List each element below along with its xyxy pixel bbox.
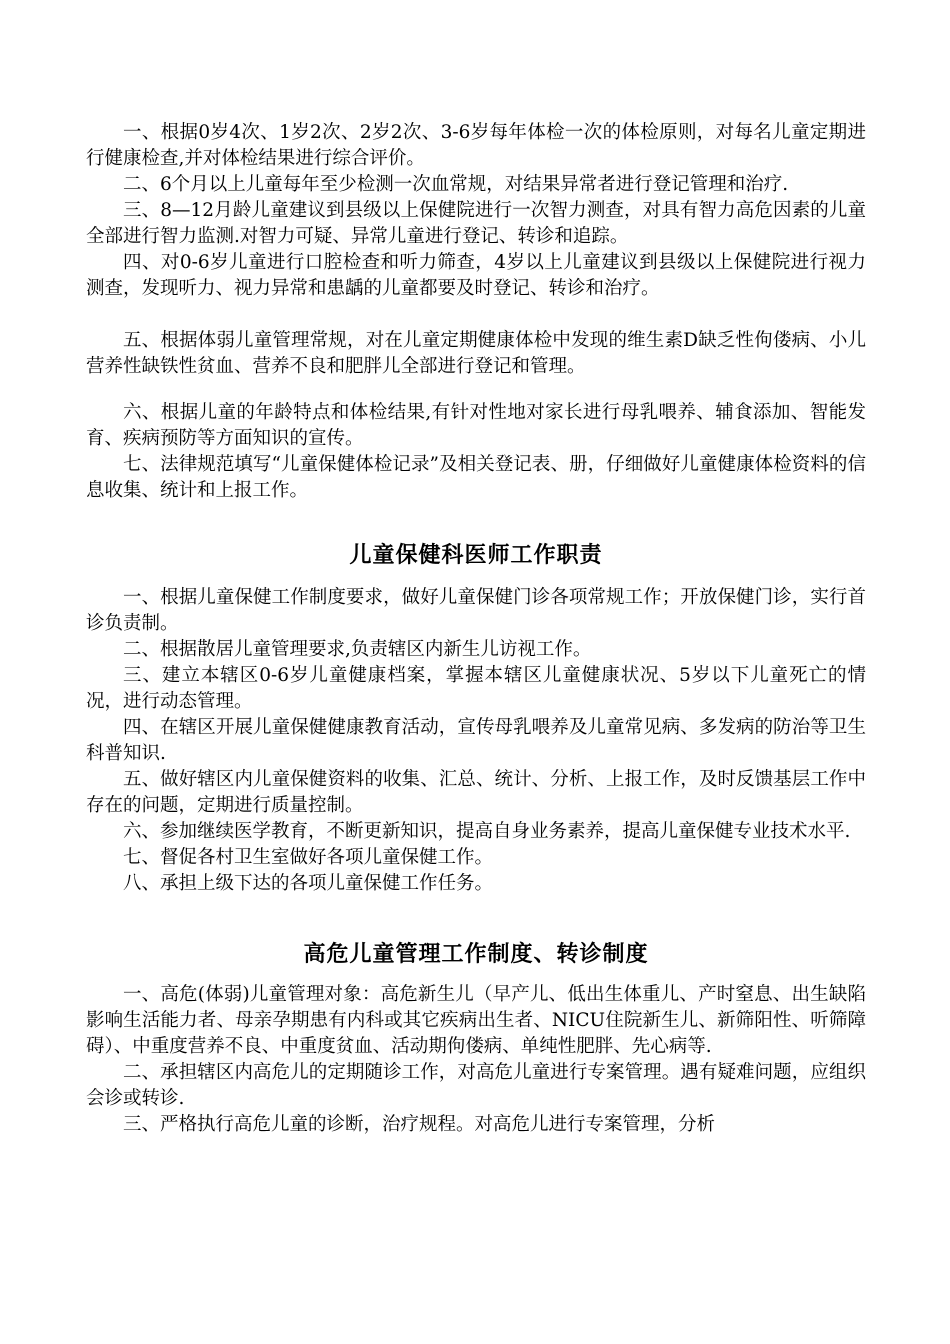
section-title-physician-duties: 儿童保健科医师工作职责: [349, 543, 603, 568]
section-checkup-rules: [86, 120, 866, 504]
paragraph-2: 二、6个月以上儿童每年至少检测一次血常规，对结果异常者进行登记管理和治疗.: [123, 174, 789, 195]
document-page: [86, 120, 866, 1138]
paragraph-6: 六、参加继续医学教育，不断更新知识，提高自身业务素养，提高儿童保健专业技术水平.: [123, 821, 851, 842]
paragraph-8: 八、承担上级下达的各项儿童保健工作任务。: [123, 873, 494, 894]
paragraph-4: 四、在辖区开展儿童保健健康教育活动，宣传母乳喂养及儿童常见病、多发病的防治等卫生科普知识.: [86, 717, 866, 764]
paragraph-3: 三、严格执行高危儿童的诊断，治疗规程。对高危儿进行专案管理，分析: [123, 1114, 716, 1135]
paragraph-5: 五、根据体弱儿童管理常规，对在儿童定期健康体检中发现的维生素D缺乏性佝偻病、小儿营养性缺铁性贫血、营养不良和肥胖儿全部进行登记和管理。: [86, 330, 866, 377]
paragraph-6: 六、根据儿童的年龄特点和体检结果,有针对性地对家长进行母乳喂养、辅食添加、智能发育、疾病预防等方面知识的宣传。: [86, 402, 866, 449]
paragraph-1: 一、根据儿童保健工作制度要求，做好儿童保健门诊各项常规工作；开放保健门诊，实行首诊负责制。: [86, 587, 866, 634]
paragraph-1: 一、根据0岁4次、1岁2次、2岁2次、3-6岁每年体检一次的体检原则，对每名儿童定期进行健康检查,并对体检结果进行综合评价。: [86, 122, 866, 169]
paragraph-2: 二、承担辖区内高危儿的定期随诊工作，对高危儿童进行专案管理。遇有疑难问题，应组织会诊或转诊.: [86, 1062, 866, 1109]
paragraph-5: 五、做好辖区内儿童保健资料的收集、汇总、统计、分析、上报工作，及时反馈基层工作中存在的问题，定期进行质量控制。: [86, 769, 866, 816]
paragraph-3: 三、建立本辖区0-6岁儿童健康档案，掌握本辖区儿童健康状况、5岁以下儿童死亡的情况，进行动态管理。: [86, 665, 866, 712]
paragraph-4: 四、对0-6岁儿童进行口腔检查和听力筛查，4岁以上儿童建议到县级以上保健院进行视力测查，发现听力、视力异常和患龋的儿童都要及时登记、转诊和治疗。: [86, 252, 866, 299]
paragraph-3: 三、8—12月龄儿童建议到县级以上保健院进行一次智力测查，对具有智力高危因素的儿童全部进行智力监测.对智力可疑、异常儿童进行登记、转诊和追踪。: [86, 200, 866, 247]
paragraph-7: 七、法律规范填写“儿童保健体检记录”及相关登记表、册，仔细做好儿童健康体检资料的信息收集、统计和上报工作。: [86, 454, 866, 501]
section-title-high-risk-management: 高危儿童管理工作制度、转诊制度: [303, 942, 649, 967]
paragraph-7: 七、督促各村卫生室做好各项儿童保健工作。: [123, 847, 494, 868]
paragraph-1: 一、高危(体弱)儿童管理对象：高危新生儿（早产儿、低出生体重儿、产时窒息、出生缺陷影响生活能力者、母亲孕期患有内科或其它疾病出生者、NICU住院新生儿、新筛阳性、听筛障碍）、中重度营养不良、中重度贫血、活动期佝偻病、单纯性肥胖、先心病等.: [86, 984, 866, 1057]
section-high-risk-management: [86, 982, 866, 1138]
paragraph-2: 二、根据散居儿童管理要求,负责辖区内新生儿访视工作。: [123, 639, 592, 660]
section-physician-duties: [86, 585, 866, 897]
